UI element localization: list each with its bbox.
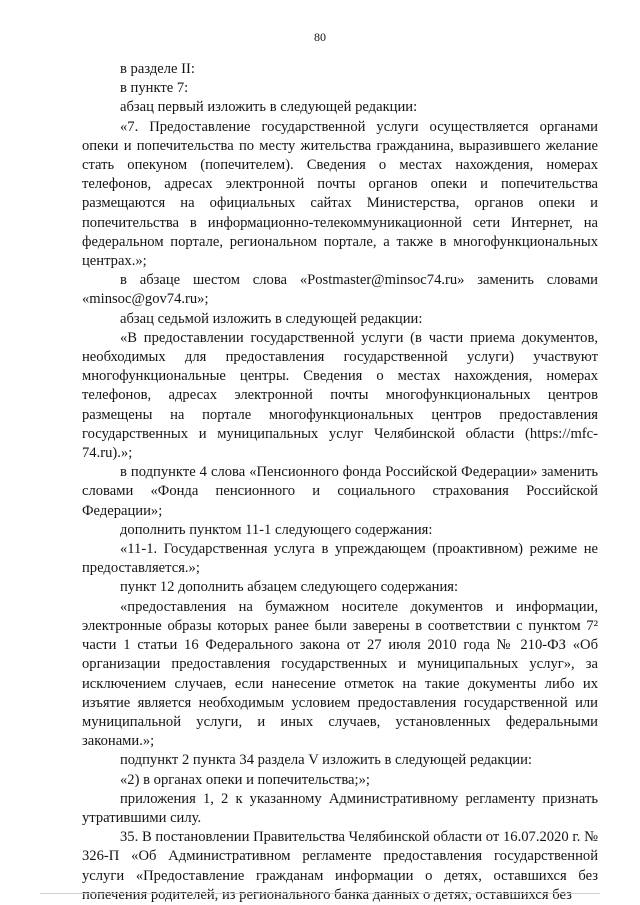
document-body (82, 60, 598, 905)
paragraph: «В предоставлении государственной услуги (в части приема документов, необходимых для предоставления государственной услуги) участвуют многофункциональные центры. Сведения о местах нахождения, номерах телефонов, адресах электронной почты многофункциональных центров размещены на портале многофункциональных центров предоставления государственных и муниципальных услуг Челябинской области (https://mfc-74.ru).»; (82, 329, 598, 462)
paragraph: пункт 12 дополнить абзацем следующего содержания: (120, 579, 459, 596)
paragraph: дополнить пунктом 11-1 следующего содержания: (120, 521, 433, 538)
paragraph: «2) в органах опеки и попечительства;»; (120, 771, 370, 788)
paragraph: «7. Предоставление государственной услуги осуществляется органами опеки и попечительства по месту жительства гражданина, выразившего желание стать опекуном (попечителем). Сведения о местах нахождения, номерах телефонов, адресах электронной почты органов опеки и попечительства размещаются на официальных сайтах Министерства, органов опеки и попечительства в информационно-телекоммуникационной сети Интернет, на федеральном портале, региональном портале, а также в многофункциональных центрах.»; (82, 118, 598, 270)
page-bottom-edge (40, 893, 600, 894)
paragraph: приложения 1, 2 к указанному Административному регламенту признать утратившими силу. (82, 790, 598, 826)
paragraph: в разделе II: (120, 61, 195, 77)
paragraph: «11-1. Государственная услуга в упреждающем (проактивном) режиме не предоставляется.»; (82, 541, 598, 577)
paragraph: в абзаце шестом слова «Postmaster@minsoc74.ru» заменить словами «minsoc@gov74.ru»; (82, 272, 598, 308)
page-number: 80 (314, 30, 326, 44)
paragraph: абзац седьмой изложить в следующей редакции: (120, 310, 423, 327)
paragraph: абзац первый изложить в следующей редакции: (120, 99, 418, 116)
paragraph: в пункте 7: (120, 80, 189, 97)
paragraph: в подпункте 4 слова «Пенсионного фонда Российской Федерации» заменить словами «Фонда пенсионного и социального страхования Российской Федерации»; (82, 464, 598, 519)
paragraph: «предоставления на бумажном носителе документов и информации, электронные образы которых ранее были заверены в соответствии с пунктом 7² части 1 статьи 16 Федерального закона от 27 июля 2010 года № 210-ФЗ «Об организации предоставления государственных и муниципальных услуг», за исключением случаев, если нанесение отметок на такие документы либо их изъятие является необходимым условием предоставления государственной или муниципальной услуги, и иных случаев, установленных федеральными законами.»; (82, 598, 598, 750)
paragraph: 35. В постановлении Правительства Челябинской области от 16.07.2020 г. № 326-П «Об Административном регламенте предоставления государственной услуги «Предоставление гражданам информации о детях, оставшихся без попечения родителей, из регионального банка данных о детях, оставшихся без (82, 829, 598, 903)
paragraph: подпункт 2 пункта 34 раздела V изложить в следующей редакции: (120, 752, 532, 769)
